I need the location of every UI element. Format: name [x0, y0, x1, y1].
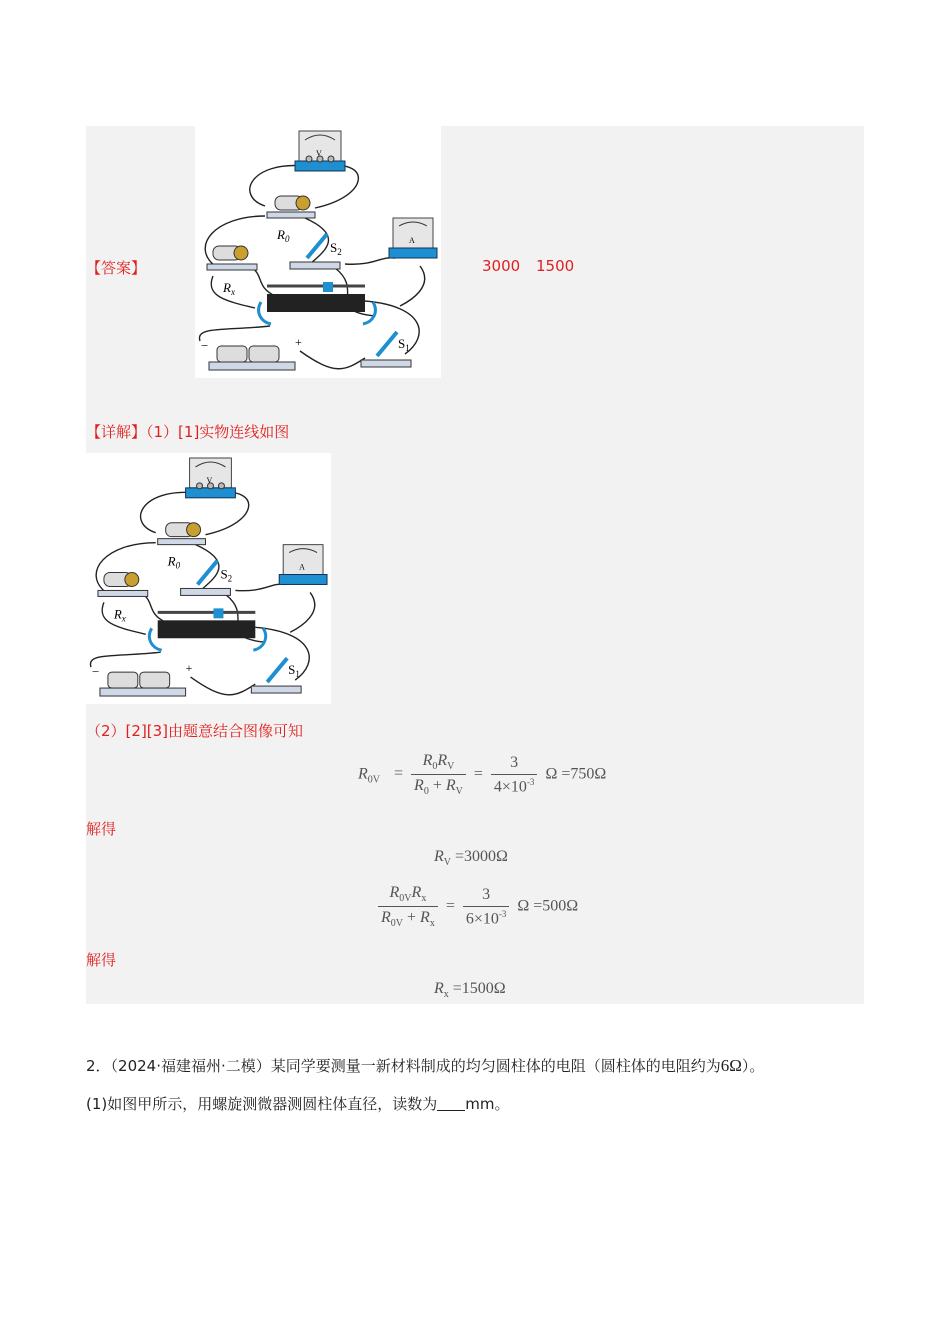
svg-text:R0: $R_0$ [277, 227, 290, 244]
question-number: 2． [86, 1057, 111, 1075]
solve-2: 解得 [86, 951, 117, 969]
svg-text:Rx: $R_x$ [113, 606, 126, 624]
formula-r0v-rx: $\frac{R_{0V}R_x}{R_{0V} + R_x}$ = $\frac{3}{6\times 10^{-3}}$ Ω =500Ω [374, 884, 578, 929]
answer-value-2: 1500 [536, 257, 575, 275]
answer-value-1: 3000 [482, 257, 521, 275]
formula-r0v: $R_{0V}$ = $\frac{R_0R_V}{R_0 + R_V}$ = $\frac{3}{4\times 10^{-3}}$ Ω =750Ω [358, 752, 607, 798]
voltmeter-label: V [316, 149, 322, 158]
svg-text:+: + [185, 661, 193, 676]
ammeter-label: A [409, 236, 415, 245]
detail-line [86, 421, 289, 442]
detail-part1: （1）[1]实物连线如图 [146, 423, 290, 441]
question-2-stem [86, 1055, 764, 1076]
question-text: 某同学要测量一新材料制成的均匀圆柱体的电阻（圆柱体的电阻约为 [270, 1057, 721, 1075]
svg-text:S1: $S_1$ [398, 336, 410, 353]
circuit-figure-answer [195, 126, 441, 378]
question-2-part1: (1)如图甲所示，用螺旋测微器测圆柱体直径，读数为 mm。 [86, 1095, 510, 1113]
svg-text:A: A [299, 562, 305, 572]
svg-text:Rx: $R_x$ [223, 280, 235, 297]
formula-rv: $R_V =3000\Omega$ [434, 848, 508, 869]
question-text-end: ）。 [741, 1057, 765, 1075]
circuit-figure-detail [86, 453, 331, 704]
detail-part2: （2）[2][3]由题意结合图像可知 [86, 722, 304, 740]
formula-rx: $R_x =1500\Omega$ [434, 980, 506, 1001]
svg-text:−: − [201, 338, 209, 353]
svg-text:S1: $S_1$ [288, 662, 300, 680]
question-source: （2024·福建福州·二模） [110, 1057, 271, 1075]
svg-text:−: − [91, 664, 100, 680]
answer-tag: 【答案】 [86, 259, 147, 277]
resistance-value: 6Ω [720, 1056, 742, 1075]
solve-1: 解得 [86, 820, 117, 838]
detail-tag: 【详解】 [86, 423, 147, 441]
svg-text:S2: $S_2$ [330, 240, 342, 257]
svg-text:V: V [206, 475, 213, 485]
svg-text:S2: $S_2$ [220, 566, 233, 584]
svg-text:+: + [295, 335, 302, 349]
answer-blank[interactable] [437, 1096, 465, 1111]
svg-text:R0: $R_0$ [167, 553, 181, 571]
